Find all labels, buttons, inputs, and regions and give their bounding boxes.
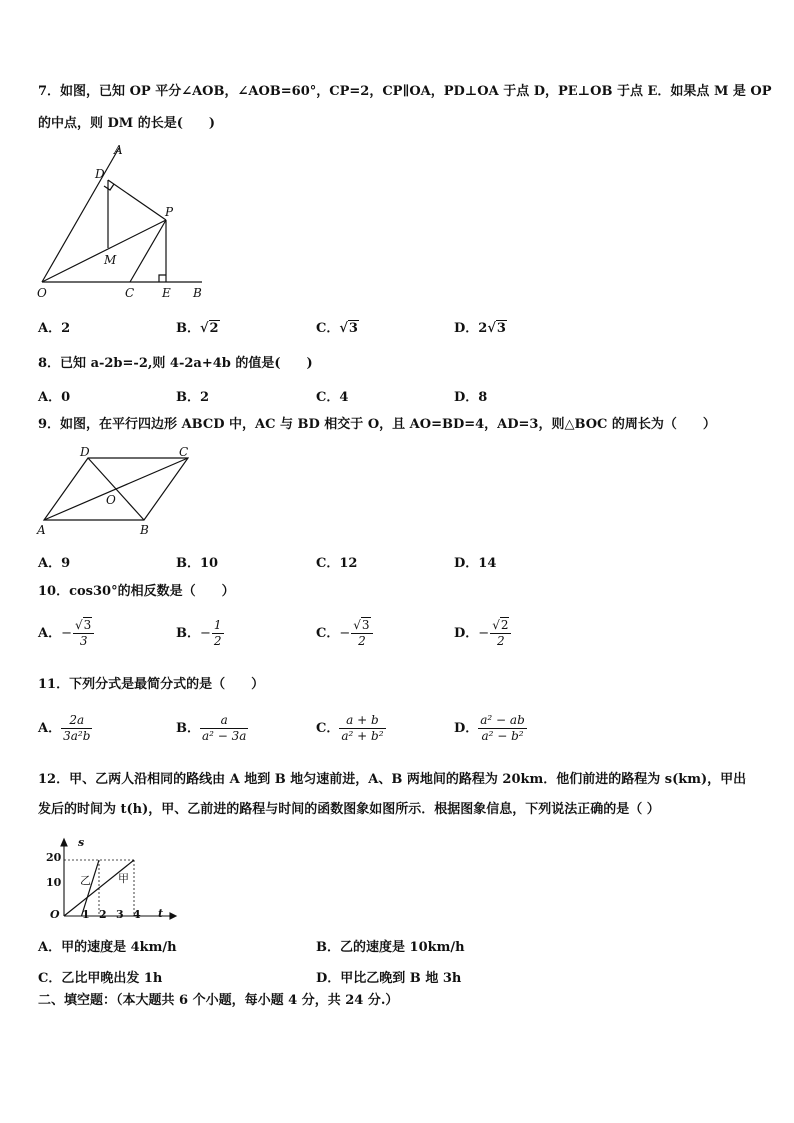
s-axis-arrow [61,839,67,846]
q9-option-d[interactable]: D．14 [454,556,497,571]
label-c: C [179,445,189,459]
label-m: M [104,253,117,267]
tick-x-3: 3 [116,908,124,921]
q7-text-line2: 的中点，则 DM 的长是( ) [38,116,216,131]
label-b: B [193,286,202,300]
q7-option-b[interactable]: B．√2 [176,321,219,336]
label-c: C [125,286,135,300]
q11-option-a[interactable]: A． $\frac{2a}{\text{3a²b}}$ [38,713,91,743]
q10-option-a[interactable]: A．− $\frac{√3}{3}$ [38,618,94,649]
q10-option-b[interactable]: B．− $\frac{1}{2}$ [176,618,222,648]
q12-option-d[interactable]: D．甲比乙晚到 B 地 3h [316,971,462,986]
diagonal-bd [88,458,144,520]
q11-option-c[interactable]: C． $\frac{a + b}{\text{a² + b²}}$ [316,713,384,743]
q8-option-b[interactable]: B．2 [176,390,210,405]
q8-text: 8．已知 a-2b=-2,则 4-2a+4b 的值是( ) [38,356,313,371]
q11-option-b[interactable]: B． $\frac{a}{\text{a² − 3a}}$ [176,713,247,743]
label-b: B [140,523,149,536]
q8-option-c[interactable]: C．4 [316,390,349,405]
label-e: E [162,286,171,300]
q12-text-line2: 发后的时间为 t(h)，甲、乙前进的路程与时间的函数图象如图所示．根据图象信息，下列说法正确的是（ ） [38,802,660,817]
tick-y-10: 10 [46,876,62,889]
t-axis-arrow [170,913,176,919]
label-s: s [78,836,85,849]
segment-dp [108,180,166,220]
q10-text: 10．cos30°的相反数是（ ） [38,584,235,599]
section-2-heading: 二、填空题：（本大题共 6 个小题，每小题 4 分，共 24 分.） [38,993,399,1008]
label-d: D [95,167,105,181]
label-t: t [158,907,164,920]
q9-text: 9．如图，在平行四边形 ABCD 中，AC 与 BD 相交于 O，且 AO=BD=4，AD=3，则△BOC 的周长为（ ） [38,417,716,432]
right-angle-mark-d [104,184,114,190]
right-angle-mark-e [159,275,166,282]
q10-option-d[interactable]: D．− $\frac{√2}{2}$ [454,618,511,649]
q10-option-c[interactable]: C．− $\frac{√3}{2}$ [316,618,373,649]
label-o: O [106,493,116,507]
label-jia: 甲 [118,872,129,885]
label-a: A [114,143,123,157]
label-yi: 乙 [80,874,91,887]
tick-x-1: 1 [82,908,90,921]
q12-option-c[interactable]: C．乙比甲晚出发 1h [38,971,163,986]
q12-text-line1: 12．甲、乙两人沿相同的路线由 A 地到 B 地匀速前进，A、B 两地间的路程为 20km．他们前进的路程为 s(km)，甲出 [38,772,747,787]
tick-y-20: 20 [46,851,62,864]
q12-option-b[interactable]: B．乙的速度是 10km/h [316,940,465,955]
tick-x-4: 4 [133,908,141,921]
q7-text-line1: 7．如图，已知 OP 平分∠AOB，∠AOB=60°，CP=2，CP∥OA，PD⊥OA 于点 D，PE⊥OB 于点 E．如果点 M 是 OP [38,84,772,99]
q11-text: 11．下列分式是最简分式的是（ ） [38,677,265,692]
q9-figure [34,444,199,536]
q7-option-d[interactable]: D．2√3 [454,321,506,336]
label-a: A [37,523,46,536]
label-origin: O [50,908,60,921]
q12-graph [34,836,179,922]
q7-option-a[interactable]: A．2 [38,321,71,336]
q8-option-a[interactable]: A．0 [38,390,71,405]
tick-x-2: 2 [99,908,107,921]
label-o: O [37,286,47,300]
q7-figure [34,140,214,302]
q11-option-d[interactable]: D． $\frac{\text{a² − ab}}{\text{a² − b²}}$ [454,713,525,743]
label-p: P [165,205,174,219]
q8-option-d[interactable]: D．8 [454,390,488,405]
q7-option-c[interactable]: C．√3 [316,321,358,336]
label-d: D [80,445,90,459]
q9-option-b[interactable]: B．10 [176,556,219,571]
q9-option-a[interactable]: A．9 [38,556,71,571]
q12-option-a[interactable]: A．甲的速度是 4km/h [38,940,177,955]
q9-option-c[interactable]: C．12 [316,556,358,571]
